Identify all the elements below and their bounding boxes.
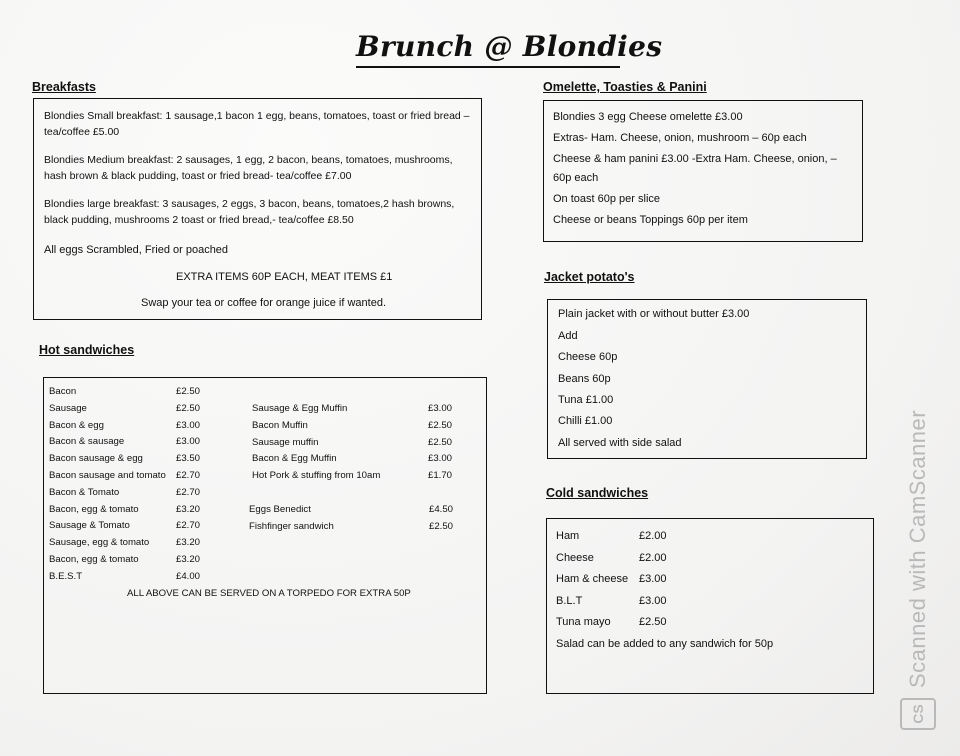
hot-sandwiches-box — [43, 377, 487, 694]
hot-sandwich-name: Sausage, egg & tomato — [49, 537, 150, 549]
hot-sandwich-extra-name: Fishfinger sandwich — [249, 520, 334, 532]
jacket-box — [547, 299, 867, 459]
breakfasts-box — [33, 98, 482, 320]
hot-sandwich-name: Bacon & sausage — [49, 436, 125, 448]
cold-sandwich-name: Cheese — [556, 551, 594, 564]
cold-sandwiches-box — [546, 518, 874, 694]
hot-sandwich-right-name: Sausage & Egg Muffin — [252, 403, 348, 414]
cold-sandwich-name: B.L.T — [556, 594, 583, 607]
hot-sandwich-name: Bacon & Tomato — [49, 486, 120, 498]
jacket-line-6: All served with side salad — [558, 437, 682, 449]
hot-sandwich-name: Bacon, egg & tomato — [49, 554, 139, 565]
hot-sandwich-extra-name: Eggs Benedict — [249, 504, 311, 515]
omelette-line-5: Cheese or beans Toppings 60p per item — [553, 214, 748, 226]
hot-sandwich-extra-price: £2.50 — [429, 520, 454, 532]
hot-sandwich-name: Bacon — [49, 386, 77, 397]
hot-sandwich-right-price: £2.50 — [428, 436, 453, 448]
cold-sandwich-price: £2.00 — [639, 530, 667, 542]
hot-sandwich-price: £2.70 — [176, 486, 201, 498]
hot-sandwich-price: £2.50 — [176, 386, 201, 397]
omelette-line-3: 60p each — [553, 172, 599, 184]
hot-sandwich-name: B.E.S.T — [49, 570, 83, 582]
hot-sandwich-right-price: £3.00 — [428, 403, 453, 414]
cold-sandwich-name: Ham — [556, 530, 580, 542]
hot-sandwich-price: £3.00 — [176, 419, 201, 431]
jacket-line-5: Chilli £1.00 — [558, 415, 613, 427]
hot-sandwich-price: £2.70 — [176, 470, 201, 481]
omelette-heading: Omelette, Toasties & Panini — [543, 80, 707, 94]
torpedo-note: ALL ABOVE CAN BE SERVED ON A TORPEDO FOR EXTRA 50P — [127, 588, 411, 599]
omelette-line-2: Cheese & ham panini £3.00 -Extra Ham. Cheese, onion, – — [553, 153, 837, 165]
hot-sandwich-right-name: Bacon & Egg Muffin — [252, 453, 337, 465]
jacket-heading: Jacket potato's — [544, 270, 635, 284]
jacket-line-1: Add — [558, 330, 578, 342]
cold-sandwich-name: Tuna mayo — [556, 616, 611, 628]
hot-sandwich-price: £3.00 — [176, 436, 201, 448]
camscanner-logo-icon: CS — [900, 698, 936, 730]
swap-note: Swap your tea or coffee for orange juice if wanted. — [141, 297, 386, 309]
camscanner-watermark: Scanned with CamScanner — [905, 409, 930, 688]
hot-sandwich-price: £2.50 — [176, 402, 201, 414]
hot-sandwich-name: Bacon sausage & egg — [49, 453, 143, 465]
cold-sandwich-name: Ham & cheese — [556, 573, 629, 585]
hot-sandwich-extra-price: £4.50 — [429, 504, 454, 515]
cold-sandwich-price: £2.00 — [639, 551, 667, 564]
jacket-line-3: Beans 60p — [558, 373, 611, 385]
hot-sandwich-price: £2.70 — [176, 520, 201, 532]
hot-sandwich-right-name: Hot Pork & stuffing from 10am — [252, 470, 381, 482]
hot-sandwich-name: Bacon, egg & tomato — [49, 503, 139, 515]
hot-sandwich-name: Bacon & egg — [49, 419, 104, 431]
hot-sandwich-price: £3.20 — [176, 554, 201, 565]
breakfasts-heading: Breakfasts — [32, 80, 96, 94]
cold-sandwich-price: £2.50 — [639, 616, 667, 628]
cold-sandwich-price: £3.00 — [639, 573, 667, 585]
large-breakfast: Blondies large breakfast: 3 sausages, 2 eggs, 3 bacon, beans, tomatoes,2 hash browns, black pudding, mushrooms 2 toast or fried bread,- tea/coffee £8.50 — [44, 198, 455, 226]
hot-sandwich-right-name: Sausage muffin — [252, 436, 319, 448]
hot-sandwich-right-price: £3.00 — [428, 453, 453, 465]
hot-sandwich-name: Sausage — [49, 402, 87, 414]
salad-note: Salad can be added to any sandwich for 50p — [556, 638, 774, 650]
jacket-line-0: Plain jacket with or without butter £3.00 — [558, 308, 750, 320]
omelette-box — [543, 100, 863, 242]
jacket-line-2: Cheese 60p — [558, 351, 618, 363]
eggs-note: All eggs Scrambled, Fried or poached — [44, 244, 229, 256]
medium-breakfast: Blondies Medium breakfast: 2 sausages, 1 egg, 2 bacon, beans, tomatoes, mushrooms, hash brown & black pudding, toast or fried bread- tea/coffee £7.00 — [44, 154, 453, 182]
hot-sandwich-right-price: £2.50 — [428, 419, 453, 431]
hot-sandwich-right-name: Bacon Muffin — [252, 419, 308, 431]
hot-sandwiches-heading: Hot sandwiches — [39, 343, 135, 357]
hot-sandwich-price: £3.20 — [176, 537, 201, 549]
omelette-line-1: Extras- Ham. Cheese, onion, mushroom – 60p each — [553, 132, 807, 144]
hot-sandwich-name: Bacon sausage and tomato — [49, 470, 166, 481]
title-underline — [356, 66, 620, 68]
cold-sandwich-price: £3.00 — [639, 594, 667, 607]
hot-sandwich-price: £4.00 — [176, 570, 201, 582]
hot-sandwich-right-price: £1.70 — [428, 470, 453, 482]
hot-sandwich-price: £3.20 — [176, 503, 201, 515]
omelette-line-0: Blondies 3 egg Cheese omelette £3.00 — [553, 111, 743, 123]
jacket-line-4: Tuna £1.00 — [558, 394, 614, 406]
hot-sandwich-name: Sausage & Tomato — [49, 520, 130, 532]
page-title: Brunch @ Blondies — [356, 30, 663, 63]
small-breakfast: Blondies Small breakfast: 1 sausage,1 bacon 1 egg, beans, tomatoes, toast or fried bread – tea/coffee £5.00 — [44, 110, 470, 138]
extras-note: EXTRA ITEMS 60P EACH, MEAT ITEMS £1 — [176, 271, 393, 283]
cold-sandwiches-heading: Cold sandwiches — [546, 486, 649, 500]
hot-sandwich-price: £3.50 — [176, 453, 201, 465]
omelette-line-4: On toast 60p per slice — [553, 193, 661, 205]
